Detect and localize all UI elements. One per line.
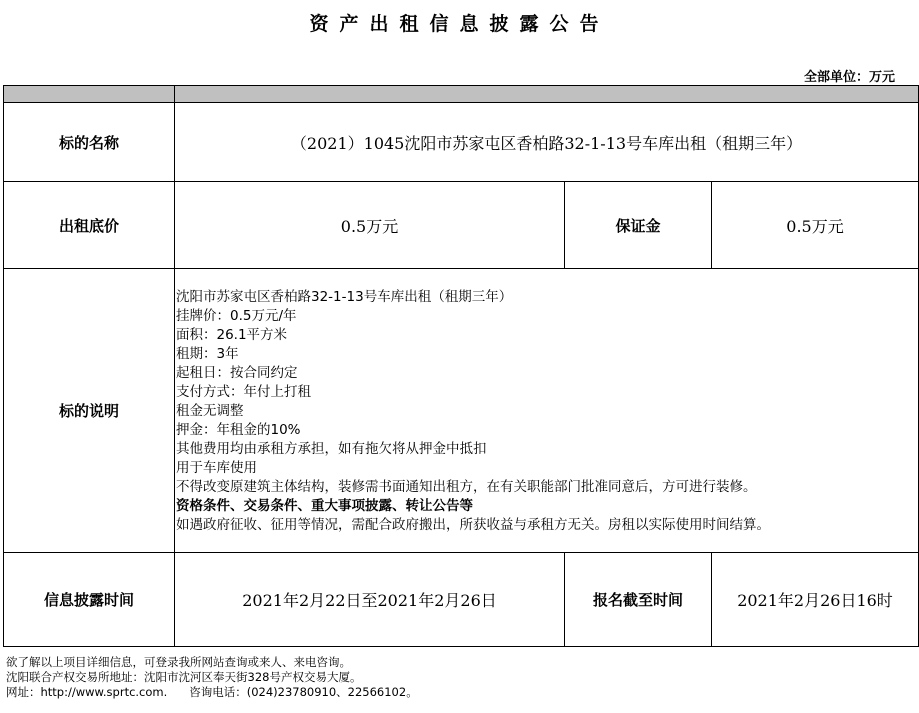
footer-line: 网址：http://www.sprtc.com. 咨询电话：(024)23780910、22566102。 xyxy=(6,685,418,699)
table-row-name xyxy=(4,103,919,182)
description-line: 如遇政府征收、征用等情况，需配合政府搬出，所获收益与承租方无关。房租以实际使用时间结算。 xyxy=(176,517,770,533)
footer-line: 欲了解以上项目详细信息，可登录我所网站查询或来人、来电咨询。 xyxy=(6,655,351,669)
disclosure-time-value: 2021年2月22日至2021年2月26日 xyxy=(175,553,565,647)
deposit-value: 0.5万元 xyxy=(712,182,919,269)
description-line: 租金无调整 xyxy=(176,403,244,419)
header-cell xyxy=(4,86,175,103)
asset-name-value: （2021）1045沈阳市苏家屯区香柏路32-1-13号车库出租（租期三年） xyxy=(175,103,919,182)
rent-price-value: 0.5万元 xyxy=(175,182,565,269)
asset-name-label: 标的名称 xyxy=(4,103,175,182)
page-title: 资产出租信息披露公告 xyxy=(309,13,610,35)
description-content xyxy=(175,269,919,553)
deadline-label: 报名截至时间 xyxy=(565,553,712,647)
unit-label: 全部单位：万元 xyxy=(803,70,895,85)
header-cell xyxy=(175,86,919,103)
description-line: 用于车库使用 xyxy=(176,460,257,476)
description-line: 支付方式：年付上打租 xyxy=(176,384,311,400)
description-line: 押金：年租金的10% xyxy=(176,422,301,438)
table-header-row xyxy=(4,86,919,103)
table-row-description xyxy=(4,269,919,553)
description-label: 标的说明 xyxy=(4,269,175,553)
description-line: 起租日：按合同约定 xyxy=(176,365,298,381)
announcement-table xyxy=(3,85,919,647)
rent-price-label: 出租底价 xyxy=(4,182,175,269)
footer-info xyxy=(6,655,418,700)
footer-line: 沈阳联合产权交易所地址：沈阳市沈河区奉天街328号产权交易大厦。 xyxy=(6,670,362,684)
description-line: 不得改变原建筑主体结构，装修需书面通知出租方，在有关职能部门批准同意后，方可进行装修。 xyxy=(176,479,757,495)
description-line: 沈阳市苏家屯区香柏路32-1-13号车库出租（租期三年） xyxy=(176,289,513,305)
description-line: 挂牌价：0.5万元/年 xyxy=(176,308,297,324)
disclosure-time-label: 信息披露时间 xyxy=(4,553,175,647)
description-line: 其他费用均由承租方承担，如有拖欠将从押金中抵扣 xyxy=(176,441,487,457)
table-row-time xyxy=(4,553,919,647)
table-row-price xyxy=(4,182,919,269)
deadline-value: 2021年2月26日16时 xyxy=(712,553,919,647)
description-line: 租期：3年 xyxy=(176,346,239,362)
description-line: 面积：26.1平方米 xyxy=(176,327,288,343)
deposit-label: 保证金 xyxy=(565,182,712,269)
description-line-bold: 资格条件、交易条件、重大事项披露、转让公告等 xyxy=(176,498,473,514)
